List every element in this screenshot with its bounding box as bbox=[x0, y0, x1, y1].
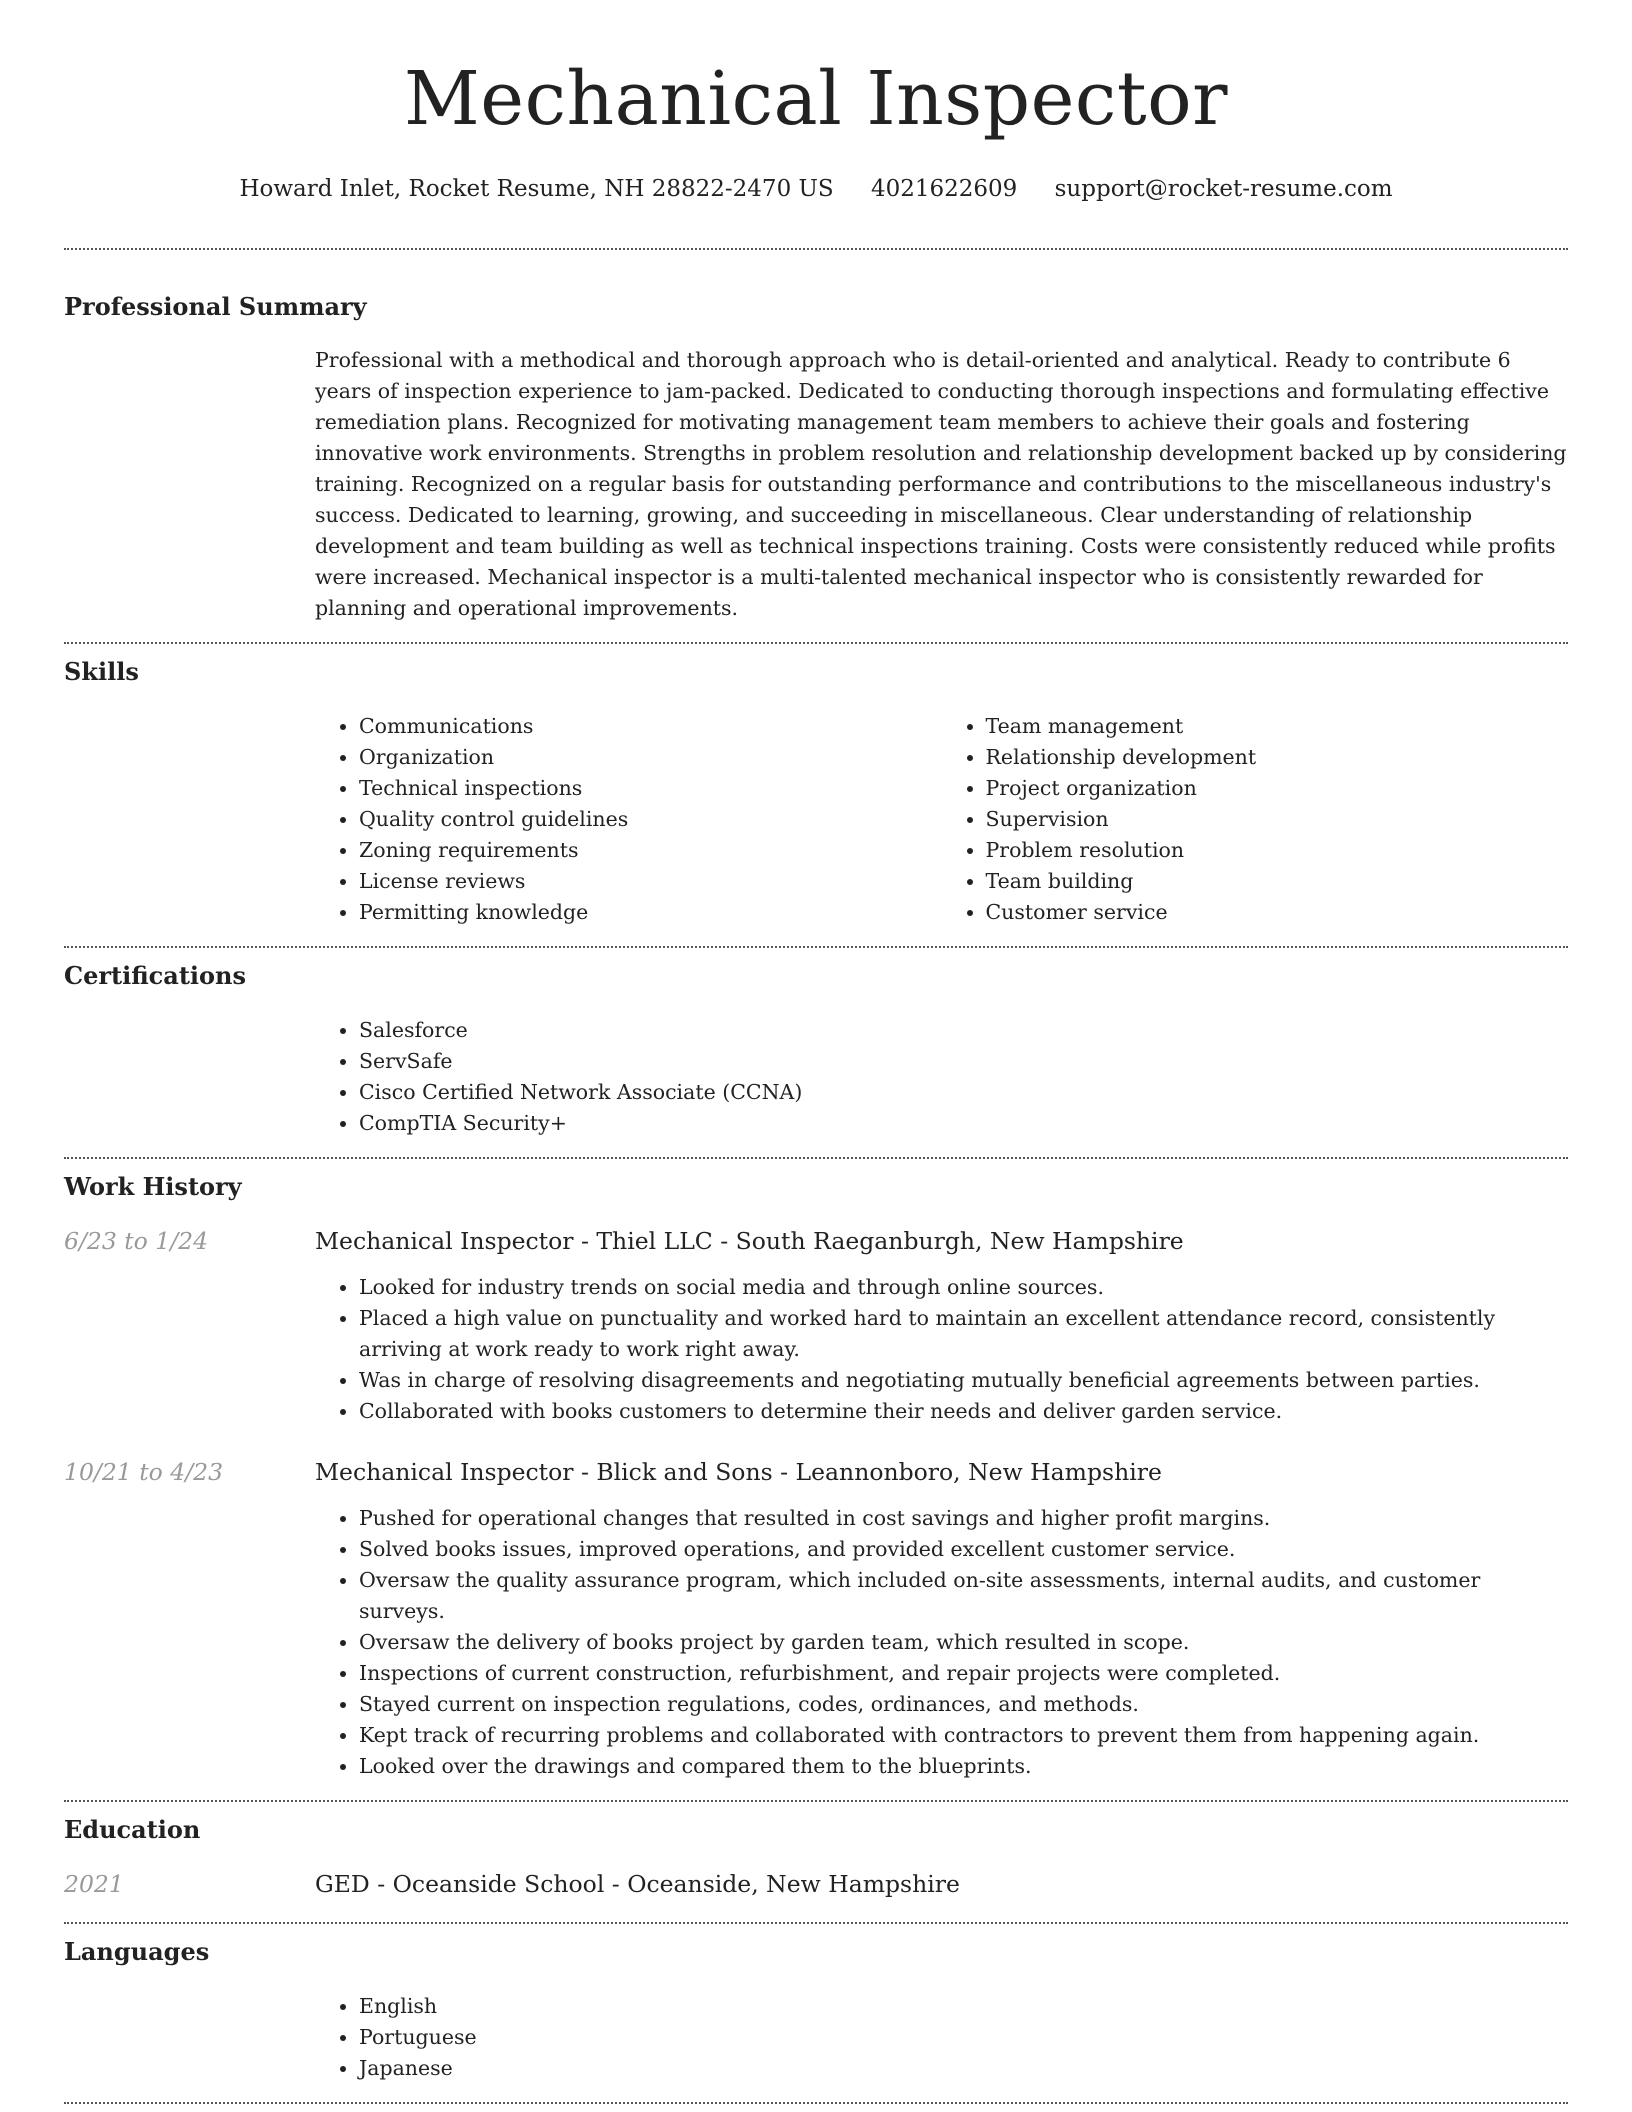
list-item: • Oversaw the delivery of books project by garden team, which resulted in scope. bbox=[359, 1627, 1568, 1658]
candidate-name: Mechanical Inspector bbox=[404, 56, 1228, 142]
list-item: • Placed a high value on punctuality and worked hard to maintain an excellent attendance record, consistently arriving at work ready to work right away. bbox=[359, 1303, 1568, 1365]
skills-list-left bbox=[315, 711, 942, 928]
skills-list-right bbox=[942, 711, 1569, 928]
list-item: • Project organization bbox=[986, 773, 1569, 804]
job-dates: 6/23 to 1/24 bbox=[64, 1227, 209, 1255]
list-item: • Organization bbox=[359, 742, 942, 773]
list-item: • Technical inspections bbox=[359, 773, 942, 804]
list-item: • Supervision bbox=[986, 804, 1569, 835]
work-history-title: Work History bbox=[64, 1172, 242, 1201]
education-entry bbox=[64, 1870, 1568, 1898]
job-entry bbox=[64, 1227, 1568, 1427]
certifications-section bbox=[64, 960, 1568, 1139]
work-history-section bbox=[64, 1171, 1568, 1782]
list-item: • Team management bbox=[986, 711, 1569, 742]
list-item: • Japanese bbox=[359, 2053, 1568, 2084]
list-item: • Customer service bbox=[986, 897, 1569, 928]
job-bullets bbox=[315, 1503, 1568, 1782]
job-heading: Mechanical Inspector - Thiel LLC - South Raeganburgh, New Hampshire bbox=[315, 1227, 1184, 1255]
summary-section bbox=[64, 291, 1568, 624]
list-item: • Looked over the drawings and compared them to the blueprints. bbox=[359, 1751, 1568, 1782]
skills-title: Skills bbox=[64, 657, 139, 686]
section-divider bbox=[64, 248, 1568, 250]
section-divider bbox=[64, 1157, 1568, 1159]
section-divider bbox=[64, 2102, 1568, 2104]
job-bullets bbox=[315, 1272, 1568, 1427]
list-item: • Cisco Certified Network Associate (CCNA) bbox=[359, 1077, 1568, 1108]
list-item: • Team building bbox=[986, 866, 1569, 897]
list-item: • Kept track of recurring problems and collaborated with contractors to prevent them from happening again. bbox=[359, 1720, 1568, 1751]
summary-title: Professional Summary bbox=[64, 292, 367, 321]
list-item: • Solved books issues, improved operations, and provided excellent customer service. bbox=[359, 1534, 1568, 1565]
languages-title: Languages bbox=[64, 1937, 210, 1966]
section-divider bbox=[64, 946, 1568, 948]
summary-text: Professional with a methodical and thorough approach who is detail-oriented and analytical. Ready to contribute 6 years of inspection experience to jam-packed. Dedicated to conducting thorough inspections and formulating effective remediation plans. Recognized for motivating management team members to achieve their goals and fostering innovative work environments. Strengths in problem resolution and relationship development backed up by considering training. Recognized on a regular basis for outstanding performance and contributions to the miscellaneous industry's success. Dedicated to learning, growing, and succeeding in miscellaneous. Clear understanding of relationship development and team building as well as technical inspections training. Costs were consistently reduced while profits were increased. Mechanical inspector is a multi-talented mechanical inspector who is consistently rewarded for planning and operational improvements. bbox=[315, 348, 1567, 620]
languages-list bbox=[315, 1991, 1568, 2084]
education-section bbox=[64, 1814, 1568, 1898]
list-item: • Was in charge of resolving disagreements and negotiating mutually beneficial agreements between parties. bbox=[359, 1365, 1568, 1396]
list-item: • Inspections of current construction, refurbishment, and repair projects were completed. bbox=[359, 1658, 1568, 1689]
list-item: • Permitting knowledge bbox=[359, 897, 942, 928]
list-item: • CompTIA Security+ bbox=[359, 1108, 1568, 1139]
list-item: • Oversaw the quality assurance program, which included on-site assessments, internal audits, and customer surveys. bbox=[359, 1565, 1568, 1627]
section-divider bbox=[64, 1800, 1568, 1802]
job-entry bbox=[64, 1458, 1568, 1782]
list-item: • Stayed current on inspection regulations, codes, ordinances, and methods. bbox=[359, 1689, 1568, 1720]
list-item: • Zoning requirements bbox=[359, 835, 942, 866]
contact-phone: 4021622609 bbox=[870, 176, 1018, 202]
list-item: • Collaborated with books customers to determine their needs and deliver garden service. bbox=[359, 1396, 1568, 1427]
resume-page bbox=[64, 0, 1568, 2104]
list-item: • License reviews bbox=[359, 866, 942, 897]
list-item: • Relationship development bbox=[986, 742, 1569, 773]
list-item: • Problem resolution bbox=[986, 835, 1569, 866]
skills-section bbox=[64, 656, 1568, 928]
list-item: • Pushed for operational changes that resulted in cost savings and higher profit margins. bbox=[359, 1503, 1568, 1534]
education-title: Education bbox=[64, 1815, 201, 1844]
list-item: • Communications bbox=[359, 711, 942, 742]
job-dates: 10/21 to 4/23 bbox=[64, 1458, 224, 1486]
languages-section bbox=[64, 1936, 1568, 2084]
list-item: • ServSafe bbox=[359, 1046, 1568, 1077]
list-item: • Quality control guidelines bbox=[359, 804, 942, 835]
job-heading: Mechanical Inspector - Blick and Sons - Leannonboro, New Hampshire bbox=[315, 1458, 1162, 1486]
contact-email: support@rocket-resume.com bbox=[1054, 176, 1393, 202]
certifications-title: Certifications bbox=[64, 961, 247, 990]
certifications-list bbox=[315, 1015, 1568, 1139]
education-year: 2021 bbox=[64, 1870, 124, 1898]
contact-line bbox=[64, 174, 1568, 204]
list-item: • Looked for industry trends on social media and through online sources. bbox=[359, 1272, 1568, 1303]
list-item: • Salesforce bbox=[359, 1015, 1568, 1046]
section-divider bbox=[64, 642, 1568, 644]
section-divider bbox=[64, 1922, 1568, 1924]
contact-address: Howard Inlet, Rocket Resume, NH 28822-2470 US bbox=[239, 176, 834, 202]
education-heading: GED - Oceanside School - Oceanside, New Hampshire bbox=[315, 1870, 960, 1898]
list-item: • Portuguese bbox=[359, 2022, 1568, 2053]
list-item: • English bbox=[359, 1991, 1568, 2022]
